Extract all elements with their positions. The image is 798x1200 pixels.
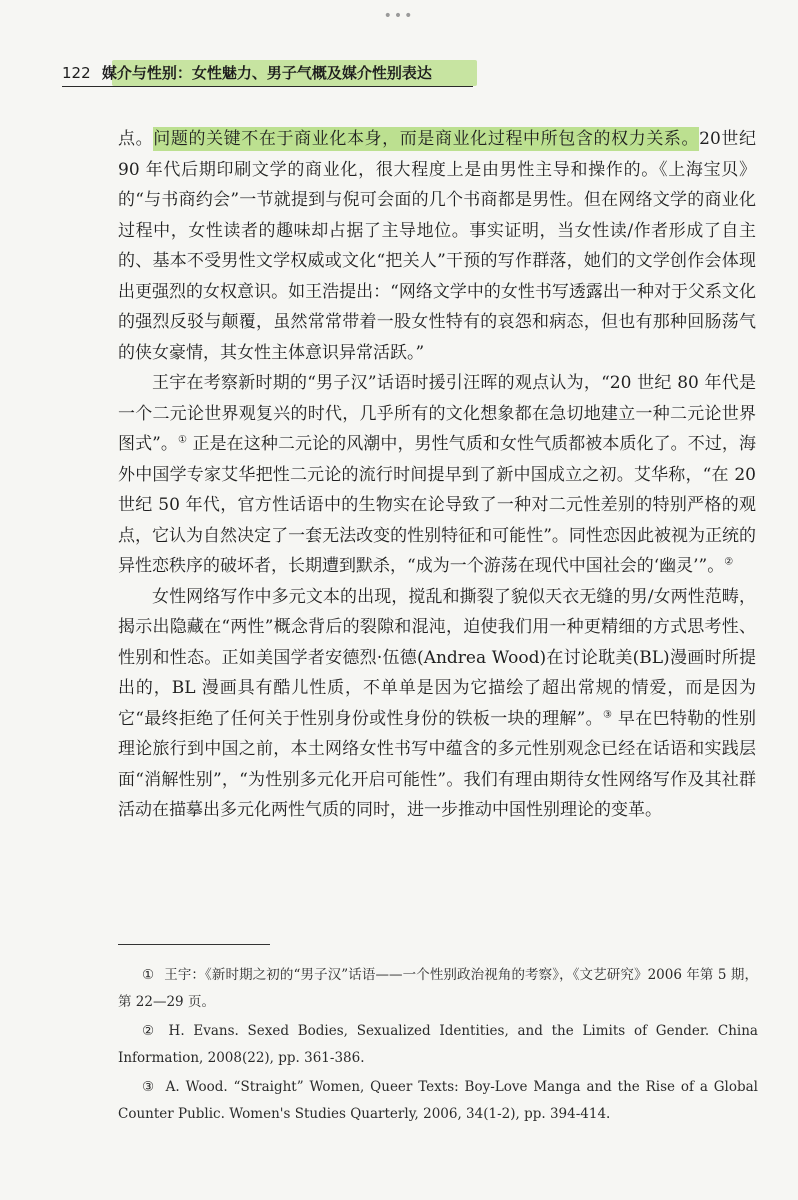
footnotes [118,962,758,1130]
footnote-2 [118,1018,758,1072]
footnote-1 [118,962,758,1016]
footnote-ref-1[interactable]: ① [178,434,188,446]
header-rule [62,86,473,87]
main-text [118,124,756,826]
footnote-1-text: 王宇：《新时期之初的“男子汉”话语——一个性别政治视角的考察》，《文艺研究》2006 年第 5 期，第 22—29 页。 [118,967,759,1010]
paragraph-2-part-b: 正是在这种二元论的风潮中，男性气质和女性气质都被本质化了。不过，海外中国学专家艾华把性二元论的流行时间提早到了新中国成立之初。艾华称，“在 20 世纪 50 年代，官方性话语中的生物实在论导致了一种对二元性差别的特别严格的观点，它认为自然决定了一套无法改变的性别特征和可能性”。同性恋因此被视为正统的异性恋秩序的破坏者，长期遭到默杀，“成为一个游荡在现代中国社会的‘幽灵’”。 [118,434,756,576]
paragraph-1-rest: 20世纪 90 年代后期印刷文学的商业化，很大程度上是由男性主导和操作的。《上海宝贝》的“与书商约会”一节就提到与倪可会面的几个书商都是男性。但在网络文学的商业化过程中，女性读者的趣味却占据了主导地位。事实证明，当女性读/作者形成了自主的、基本不受男性文学权威或文化“把关人”干预的写作群落，她们的文学创作会体现出更强烈的女权意识。如王浩提出：“网络文学中的女性书写透露出一种对于父系文化的强烈反驳与颠覆，虽然常常带着一股女性特有的哀怨和病态，但也有那种回肠荡气的侠女豪情，其女性主体意识异常活跃。” [118,129,757,363]
paragraph-1 [118,124,756,368]
paragraph-3-part-b: 早在巴特勒的性别理论旅行到中国之前，本土网络女性书写中蕴含的多元性别观念已经在话语和实践层面“消解性别”，“为性别多元化开启可能性”。我们有理由期待女性网络写作及其社群活动在描摹出多元化两性气质的同时，进一步推动中国性别理论的变革。 [118,708,757,820]
footnote-3-number: ③ [142,1079,156,1095]
footnote-2-text: H. Evans. Sexed Bodies, Sexualized Identities, and the Limits of Gender. China Information, 2008(22), pp. 361-386. [118,1023,758,1066]
footnote-ref-2[interactable]: ② [724,556,734,568]
highlighted-sentence[interactable]: 问题的关键不在于商业化本身，而是商业化过程中所包含的权力关系。 [153,129,700,149]
paragraph-3-part-a: 女性网络写作中多元文本的出现，搅乱和撕裂了貌似天衣无缝的男/女两性范畴，揭示出隐藏在“两性”概念背后的裂隙和混沌，迫使我们用一种更精细的方式思考性、性别和性态。正如美国学者安德烈·伍德(Andrea Wood)在讨论耽美(BL)漫画时所提出的，BL 漫画具有酷儿性质，不单单是因为它描绘了超出常规的情爱，而是因为它“最终拒绝了任何关于性别身份或性身份的铁板一块的理解”。 [118,586,756,729]
running-head [62,62,762,83]
paragraph-1-start: 点。 [118,129,154,149]
chapter-title: 媒介与性别：女性魅力、男子气概及媒介性别表达 [101,64,432,82]
footnote-3-text: A. Wood. “Straight” Women, Queer Texts: Boy-Love Manga and the Rise of a Global Counter Public. Women's Studies Quarterly, 2006, 34(1-2), pp. 394-414. [118,1079,758,1122]
paragraph-2 [118,368,756,582]
footnote-3 [118,1074,758,1128]
page-number: 122 [62,64,91,82]
footnote-2-number: ② [142,1023,159,1039]
paragraph-2-part-a: 王宇在考察新时期的“男子汉”话语时援引汪晖的观点认为，“20 世纪 80 年代是一个二元论世界观复兴的时代，几乎所有的文化想象都在急切地建立一种二元论世界图式”。 [118,373,756,454]
footnote-rule [118,944,270,945]
more-options-icon[interactable]: ••• [383,8,415,24]
footnote-ref-3[interactable]: ③ [602,708,613,720]
paragraph-3 [118,582,756,826]
footnote-1-number: ① [142,967,155,983]
